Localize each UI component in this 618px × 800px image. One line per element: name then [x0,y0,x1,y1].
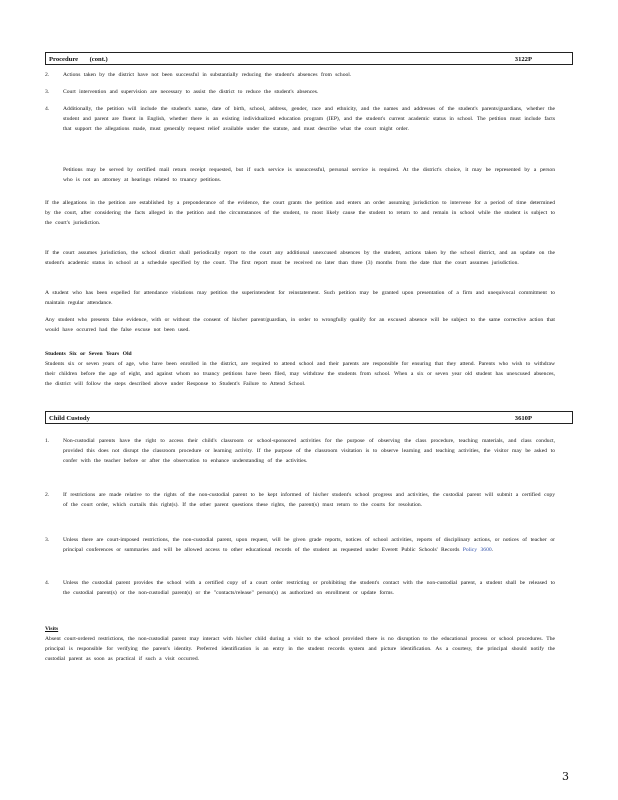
list-item: Court intervention and supervision are necessary to assist the district to reduce the student's absences. [63,89,319,95]
list-item: Actions taken by the district have not been successful in substantially reducing the student's absences from school. [63,72,352,78]
jurisdiction-paragraph: If the court assumes jurisdiction, the school district shall periodically report to the court any additional unexcused absences by the student, actions taken by the school district, and an update on the student's academic status in school at a schedule specified by the court. The first report must be received no later than three (3) months from the date that the court assumes jurisdiction. [45,250,555,267]
false-evidence-paragraph: Any student who presents false evidence, with or without the consent of his/her parent/guardian, in order to wrongfully qualify for an excused absence will be subject to the same corrective action that would have occurred had the false excuse not been used. [45,317,555,334]
petitions-paragraph: Petitions may be served by certified mail return receipt requested, but if such service is unsuccessful, personal service is required. At the district's choice, it may be represented by a person who is not an attorney at hearings related to truancy petitions. [63,167,555,184]
visits-heading: Visits [45,626,59,632]
procedure-header [45,52,573,65]
list-number: 2. [45,72,50,78]
custody-title: Child Custody [49,415,90,422]
procedure-code: 3122P [514,56,532,63]
visits-paragraph: Absent court-ordered restrictions, the non-custodial parent may interact with his/her child during a visit to the school provided there is no disruption to the educational process or school procedures. The principal is responsible for verifying the parent's identity. Preferred identification is an entry in the student records system and picture identification. As a courtesy, the principal should notify the custodial parent as soon as practical if such a visit occurred. [45,636,555,663]
allegations-paragraph: If the allegations in the petition are established by a preponderance of the evidence, the court grants the petition and enters an order assuming jurisdiction to intervene for a period of time determined by the court, after considering the facts alleged in the petition and the circumstances of the student, to most likely cause the student to return to and remain in school while the student is subject to the court's jurisdiction. [45,200,555,227]
list-item: Additionally, the petition will include the student's name, date of birth, school, address, gender, race and ethnicity, and the names and addresses of the student's parents/guardians, whether the student and parent are fluent in English, whether there is an existing individualized education program (IEP), and the student's current academic status in school. The petition must include facts that support the allegations made, must generally request relief available under the statute, and must describe what the court might order. [63,106,555,133]
list-number: 1. [45,438,50,444]
list-item: Unless there are court-imposed restrictions, the non-custodial parent, upon request, will be given grade reports, notices of school activities, reports of disciplinary actions, or notices of teacher or principal conferences or summaries and will be allowed access to other educational records of the student as requested under Everett Public Schools' Records Policy 3600. [63,537,555,554]
expelled-paragraph: A student who has been expelled for attendance violations may petition the superintendent for reinstatement. Such petition may be granted upon presentation of a firm and unequivocal commitment to maintain regular attendance. [45,290,555,307]
list-number: 4. [45,580,50,586]
list-number: 3. [45,89,50,95]
procedure-title: Procedure (cont.) [49,56,108,63]
list-number: 3. [45,537,50,543]
custody-code: 3610P [514,415,532,422]
list-number: 4. [45,106,50,112]
list-number: 2. [45,492,50,498]
policy-link[interactable]: Policy 3600 [462,547,492,554]
list-item: Unless the custodial parent provides the school with a certified copy of a court order restricting or prohibiting the student's contact with the non-custodial parent, a student shall be released to the custodial parent(s) or the non-custodial parent(s) or the "contacts/release" person(s) as authorized on enrollment or update forms. [63,580,555,597]
custody-header [45,411,573,424]
page-number: 3 [562,770,569,783]
list-item: If restrictions are made relative to the rights of the non-custodial parent to be kept informed of his/her student's school progress and activities, the custodial parent will submit a certified copy of the court order, which curtails this right(s). If the other parent questions these rights, the parent(s) must return to the courts for resolution. [63,492,555,509]
students-paragraph: Students six or seven years of age, who have been enrolled in the district, are required to attend school and their parents are responsible for ensuring that they attend. Parents who wish to withdraw their children before the age of eight, and against whom no truancy petitions have been filed, may withdraw the students from school. When a six or seven year old student has unexcused absences, the district will follow the steps described above under Response to Student's Failure to Attend School. [45,361,555,388]
section-heading: Students Six or Seven Years Old [45,351,132,357]
list-item: Non-custodial parents have the right to access their child's classroom or school-sponsored activities for the purpose of observing the class procedure, teaching materials, and class conduct, provided this does not disrupt the classroom procedure or learning activity. If the purpose of the classroom visitation is to observe learning and teaching activities, the visitor may be asked to confer with the teacher before or after the observation to enhance understanding of the activities. [63,438,555,465]
